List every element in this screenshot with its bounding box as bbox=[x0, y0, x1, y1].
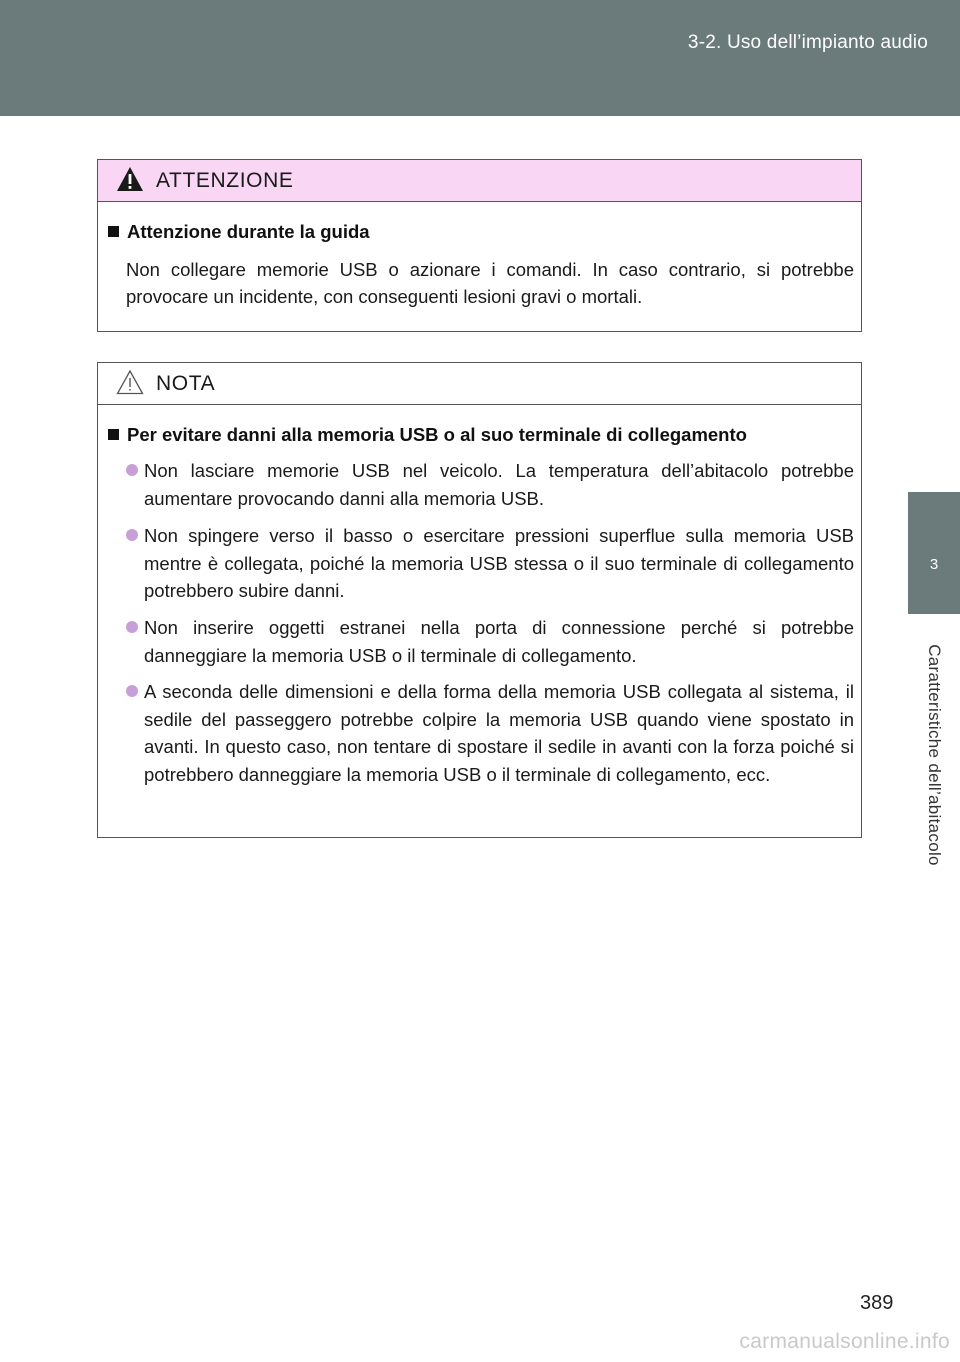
header-band bbox=[0, 0, 960, 116]
nota-bullet bbox=[126, 522, 854, 605]
page-number: 389 bbox=[860, 1292, 894, 1314]
nota-bullet-text: A seconda delle dimensioni e della forma della memoria USB collegata al sistema, il sedile del passeggero potrebbe colpire la memoria USB quando viene spostato in avanti. In questo caso, non tentare di spostare il sedile in avanti con la forza poiché si potrebbero danneggiare la memoria USB o il terminale di collegamento, ecc. bbox=[144, 681, 854, 785]
attenzione-text: Non collegare memorie USB o azionare i comandi. In caso contrario, si potrebbe provocare un incidente, con conseguenti lesioni gravi o mortali. bbox=[126, 259, 854, 307]
nota-bullet bbox=[126, 678, 854, 788]
bullet-dot-icon bbox=[126, 621, 138, 633]
nota-subheading bbox=[108, 424, 747, 446]
bullet-dot-icon bbox=[126, 464, 138, 476]
warning-filled-icon bbox=[116, 166, 144, 192]
nota-bullet-text: Non spingere verso il basso o esercitare pressioni superflue sulla memoria USB mentre è collegata, poiché la memoria USB stessa o il suo terminale di collegamento potrebbero subire danni. bbox=[144, 525, 854, 601]
warning-outline-icon bbox=[116, 369, 144, 395]
bullet-dot-icon bbox=[126, 685, 138, 697]
attenzione-subheading-text: Attenzione durante la guida bbox=[127, 221, 370, 242]
attenzione-box bbox=[97, 159, 862, 332]
nota-bullet-text: Non lasciare memorie USB nel veicolo. La temperatura dell’abitacolo potrebbe aumentare provocando danni alla memoria USB. bbox=[144, 460, 854, 509]
section-title: 3-2. Uso dell’impianto audio bbox=[687, 32, 928, 53]
attenzione-header bbox=[98, 160, 861, 202]
nota-bullet-text: Non inserire oggetti estranei nella porta di connessione perché si potrebbe danneggiare la memoria USB o il terminale di collegamento. bbox=[144, 617, 854, 666]
chapter-tab bbox=[908, 492, 960, 614]
square-bullet-icon bbox=[108, 429, 119, 440]
nota-bullet bbox=[126, 457, 854, 512]
nota-box bbox=[97, 362, 862, 838]
nota-bullet bbox=[126, 614, 854, 669]
chapter-label: Caratteristiche dell’abitacolo bbox=[925, 644, 944, 866]
bullet-dot-icon bbox=[126, 529, 138, 541]
nota-title: NOTA bbox=[156, 372, 216, 395]
square-bullet-icon bbox=[108, 226, 119, 237]
chapter-number: 3 bbox=[929, 556, 939, 573]
nota-header bbox=[98, 363, 861, 405]
attenzione-title: ATTENZIONE bbox=[156, 169, 294, 192]
attenzione-subheading bbox=[108, 221, 370, 243]
watermark: carmanualsonline.info bbox=[739, 1330, 950, 1353]
nota-subheading-text: Per evitare danni alla memoria USB o al suo terminale di collegamento bbox=[127, 424, 747, 445]
